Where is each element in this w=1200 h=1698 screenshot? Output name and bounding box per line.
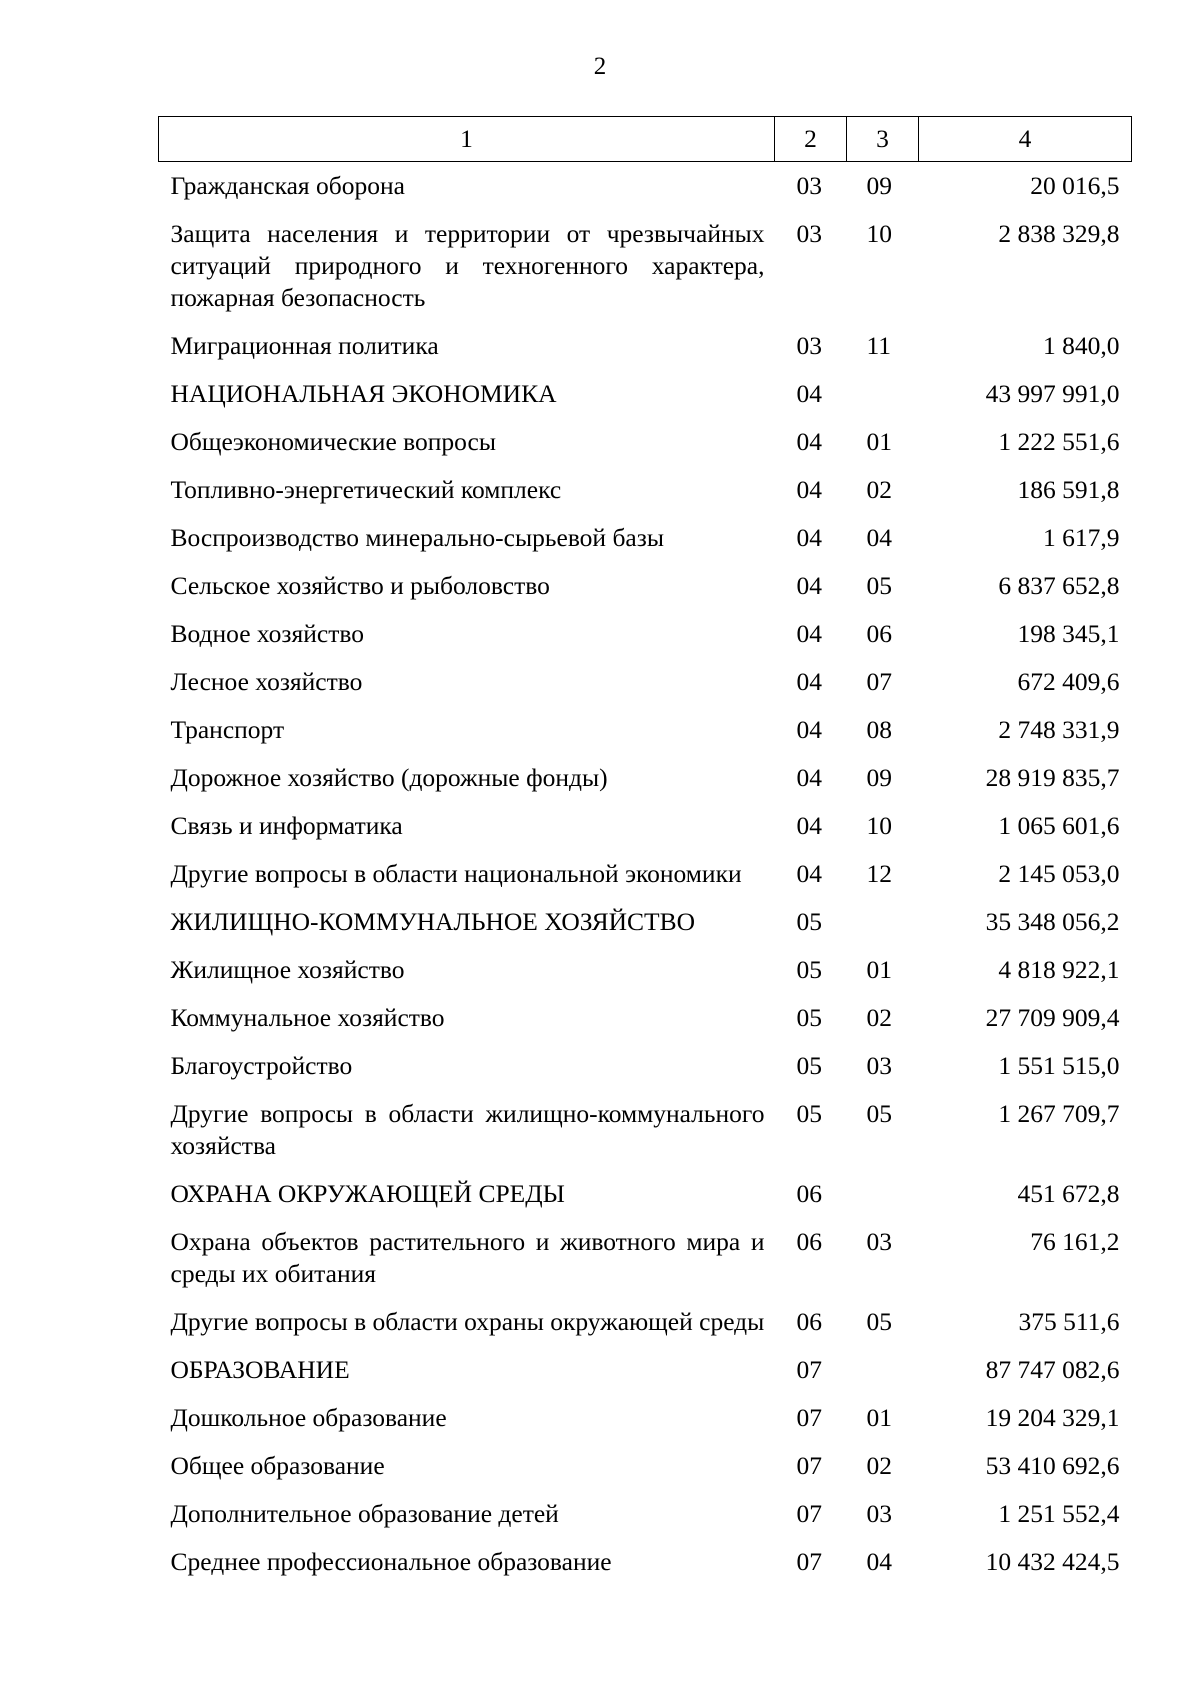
row-name: Другие вопросы в области национальной экономики bbox=[170, 859, 742, 888]
row-amount: 1 065 601,6 bbox=[998, 811, 1120, 840]
budget-table bbox=[158, 116, 1132, 1586]
row-amount: 1 222 551,6 bbox=[998, 427, 1120, 456]
row-section-code: 07 bbox=[796, 1355, 822, 1384]
row-subsection-code bbox=[847, 1346, 919, 1394]
header-col-4: 4 bbox=[919, 117, 1132, 162]
table-row bbox=[159, 370, 1132, 418]
row-subsection-code: 01 bbox=[866, 1403, 892, 1432]
row-subsection-code: 09 bbox=[866, 171, 892, 200]
row-subsection-code: 03 bbox=[866, 1499, 892, 1528]
row-section-code: 04 bbox=[796, 715, 822, 744]
row-amount: 19 204 329,1 bbox=[985, 1403, 1120, 1432]
row-name: Транспорт bbox=[170, 715, 285, 744]
row-section-code: 05 bbox=[796, 1099, 822, 1128]
row-subsection-code: 12 bbox=[866, 859, 892, 888]
table-row bbox=[159, 1042, 1132, 1090]
row-name: Сельское хозяйство и рыболовство bbox=[170, 571, 550, 600]
row-section-code: 05 bbox=[796, 1051, 822, 1080]
row-amount: 53 410 692,6 bbox=[985, 1451, 1120, 1480]
row-name: Дошкольное образование bbox=[170, 1403, 447, 1432]
table-row bbox=[159, 1490, 1132, 1538]
row-name: Коммунальное хозяйство bbox=[170, 1003, 445, 1032]
table-row bbox=[159, 946, 1132, 994]
row-name: Воспроизводство минерально-сырьевой базы bbox=[170, 523, 664, 552]
row-section-code: 04 bbox=[796, 763, 822, 792]
row-section-code: 07 bbox=[796, 1499, 822, 1528]
table-row bbox=[159, 1090, 1132, 1170]
header-col-1: 1 bbox=[159, 117, 775, 162]
row-subsection-code: 03 bbox=[866, 1227, 892, 1256]
row-section-code: 04 bbox=[796, 571, 822, 600]
row-name: Связь и информатика bbox=[170, 811, 403, 840]
row-subsection-code: 11 bbox=[866, 331, 892, 360]
table-body bbox=[159, 162, 1132, 1587]
row-name: Дорожное хозяйство (дорожные фонды) bbox=[170, 763, 608, 792]
row-amount: 87 747 082,6 bbox=[985, 1355, 1120, 1384]
table-row bbox=[159, 418, 1132, 466]
header-col-3: 3 bbox=[847, 117, 919, 162]
table-row bbox=[159, 658, 1132, 706]
row-amount: 28 919 835,7 bbox=[985, 763, 1120, 792]
row-subsection-code: 05 bbox=[866, 1099, 892, 1128]
row-subsection-code bbox=[847, 898, 919, 946]
row-subsection-code: 06 bbox=[866, 619, 892, 648]
row-name: ОХРАНА ОКРУЖАЮЩЕЙ СРЕДЫ bbox=[170, 1179, 565, 1208]
row-name: Защита населения и территории от чрезвычайных ситуаций природного и техногенного характера, пожарная безопасность bbox=[170, 219, 765, 312]
row-amount: 2 748 331,9 bbox=[998, 715, 1120, 744]
table-row bbox=[159, 898, 1132, 946]
table-row bbox=[159, 754, 1132, 802]
table-row bbox=[159, 1442, 1132, 1490]
row-subsection-code: 03 bbox=[866, 1051, 892, 1080]
row-section-code: 05 bbox=[796, 907, 822, 936]
row-amount: 43 997 991,0 bbox=[985, 379, 1120, 408]
row-section-code: 03 bbox=[796, 171, 822, 200]
row-name: Другие вопросы в области жилищно-коммунального хозяйства bbox=[170, 1099, 765, 1160]
row-name: ЖИЛИЩНО-КОММУНАЛЬНОЕ ХОЗЯЙСТВО bbox=[170, 907, 696, 936]
row-subsection-code: 04 bbox=[866, 1547, 892, 1576]
row-name: Водное хозяйство bbox=[170, 619, 364, 648]
table-row bbox=[159, 1538, 1132, 1586]
row-section-code: 05 bbox=[796, 1003, 822, 1032]
row-section-code: 04 bbox=[796, 379, 822, 408]
row-amount: 35 348 056,2 bbox=[985, 907, 1120, 936]
row-amount: 198 345,1 bbox=[1017, 619, 1120, 648]
row-section-code: 04 bbox=[796, 523, 822, 552]
row-amount: 451 672,8 bbox=[1017, 1179, 1120, 1208]
row-subsection-code: 04 bbox=[866, 523, 892, 552]
table-row bbox=[159, 210, 1132, 322]
row-amount: 186 591,8 bbox=[1017, 475, 1120, 504]
table-row bbox=[159, 1394, 1132, 1442]
row-section-code: 05 bbox=[796, 955, 822, 984]
row-amount: 27 709 909,4 bbox=[985, 1003, 1120, 1032]
row-amount: 1 551 515,0 bbox=[998, 1051, 1120, 1080]
row-subsection-code: 02 bbox=[866, 475, 892, 504]
row-amount: 6 837 652,8 bbox=[998, 571, 1120, 600]
table-row bbox=[159, 802, 1132, 850]
row-subsection-code: 02 bbox=[866, 1451, 892, 1480]
row-section-code: 04 bbox=[796, 619, 822, 648]
row-subsection-code bbox=[847, 370, 919, 418]
table-row bbox=[159, 1346, 1132, 1394]
table-row bbox=[159, 850, 1132, 898]
table-row bbox=[159, 514, 1132, 562]
row-subsection-code: 05 bbox=[866, 571, 892, 600]
row-section-code: 07 bbox=[796, 1451, 822, 1480]
row-subsection-code bbox=[847, 1170, 919, 1218]
page-number: 2 bbox=[593, 53, 607, 80]
row-amount: 1 251 552,4 bbox=[998, 1499, 1120, 1528]
row-subsection-code: 10 bbox=[866, 811, 892, 840]
row-name: Жилищное хозяйство bbox=[170, 955, 405, 984]
row-name: Лесное хозяйство bbox=[170, 667, 363, 696]
header-col-2: 2 bbox=[775, 117, 847, 162]
table-row bbox=[159, 162, 1132, 211]
row-amount: 375 511,6 bbox=[1018, 1307, 1120, 1336]
row-section-code: 03 bbox=[796, 331, 822, 360]
row-amount: 2 838 329,8 bbox=[998, 219, 1120, 248]
table-row bbox=[159, 610, 1132, 658]
row-name: Миграционная политика bbox=[170, 331, 439, 360]
row-subsection-code: 08 bbox=[866, 715, 892, 744]
row-section-code: 07 bbox=[796, 1547, 822, 1576]
row-section-code: 04 bbox=[796, 475, 822, 504]
table-row bbox=[159, 562, 1132, 610]
row-amount: 4 818 922,1 bbox=[998, 955, 1120, 984]
row-section-code: 04 bbox=[796, 667, 822, 696]
row-amount: 1 267 709,7 bbox=[998, 1099, 1120, 1128]
row-name: Дополнительное образование детей bbox=[170, 1499, 559, 1528]
row-section-code: 06 bbox=[796, 1227, 822, 1256]
row-section-code: 03 bbox=[796, 219, 822, 248]
row-subsection-code: 07 bbox=[866, 667, 892, 696]
row-name: Топливно-энергетический комплекс bbox=[170, 475, 562, 504]
row-name: Среднее профессиональное образование bbox=[170, 1547, 612, 1576]
row-subsection-code: 01 bbox=[866, 427, 892, 456]
row-subsection-code: 05 bbox=[866, 1307, 892, 1336]
row-name: Другие вопросы в области охраны окружающей среды bbox=[170, 1307, 765, 1336]
row-amount: 76 161,2 bbox=[1030, 1227, 1120, 1256]
row-subsection-code: 10 bbox=[866, 219, 892, 248]
row-name: Охрана объектов растительного и животного мира и среды их обитания bbox=[170, 1227, 765, 1288]
header-row bbox=[159, 117, 1132, 162]
table-row bbox=[159, 466, 1132, 514]
row-subsection-code: 09 bbox=[866, 763, 892, 792]
row-amount: 1 840,0 bbox=[1043, 331, 1120, 360]
row-subsection-code: 01 bbox=[866, 955, 892, 984]
row-section-code: 04 bbox=[796, 859, 822, 888]
row-section-code: 04 bbox=[796, 427, 822, 456]
row-name: ОБРАЗОВАНИЕ bbox=[170, 1355, 350, 1384]
row-name: НАЦИОНАЛЬНАЯ ЭКОНОМИКА bbox=[170, 379, 557, 408]
table-row bbox=[159, 1170, 1132, 1218]
table-header bbox=[159, 117, 1132, 162]
row-name: Благоустройство bbox=[170, 1051, 353, 1080]
table-row bbox=[159, 1298, 1132, 1346]
row-amount: 1 617,9 bbox=[1043, 523, 1120, 552]
row-section-code: 07 bbox=[796, 1403, 822, 1432]
table-row bbox=[159, 994, 1132, 1042]
row-name: Общее образование bbox=[170, 1451, 385, 1480]
row-amount: 672 409,6 bbox=[1017, 667, 1120, 696]
row-section-code: 06 bbox=[796, 1307, 822, 1336]
row-section-code: 04 bbox=[796, 811, 822, 840]
table-row bbox=[159, 322, 1132, 370]
row-name: Общеэкономические вопросы bbox=[170, 427, 496, 456]
row-subsection-code: 02 bbox=[866, 1003, 892, 1032]
row-amount: 20 016,5 bbox=[1030, 171, 1120, 200]
table-row bbox=[159, 1218, 1132, 1298]
row-amount: 10 432 424,5 bbox=[985, 1547, 1120, 1576]
row-section-code: 06 bbox=[796, 1179, 822, 1208]
table-row bbox=[159, 706, 1132, 754]
row-amount: 2 145 053,0 bbox=[998, 859, 1120, 888]
row-name: Гражданская оборона bbox=[170, 171, 405, 200]
